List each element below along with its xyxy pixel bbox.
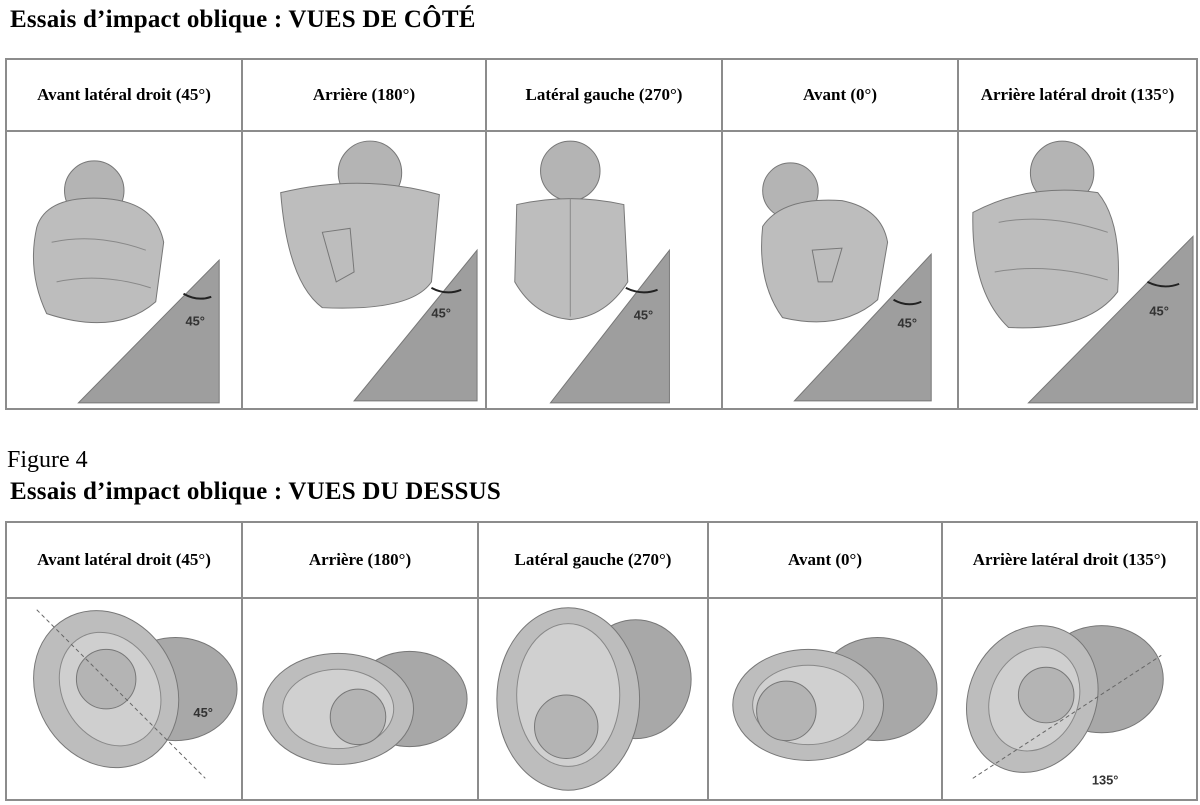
angle-label: 45° [431, 305, 451, 321]
column-label: Avant latéral droit (45°) [37, 85, 211, 104]
side-header-cell [958, 59, 1197, 131]
helmet-side-left-illustration [487, 132, 721, 408]
top-image-cell [6, 598, 242, 800]
side-views-title: Essais d’impact oblique : VUES DE CÔTÉ [10, 6, 476, 33]
figure-caption: Figure 4 [7, 447, 88, 473]
top-header-cell [6, 522, 242, 598]
side-header-cell [6, 59, 242, 131]
side-image-cell [242, 131, 486, 409]
helmet-top-rear-right-illustration [943, 599, 1196, 799]
helmet-top-rear-illustration [243, 599, 477, 799]
helmet-top-front-right-illustration [7, 599, 241, 799]
helmet-top-left-illustration [479, 599, 707, 799]
helmet-side-front-illustration [723, 132, 957, 408]
column-label: Avant latéral droit (45°) [37, 550, 211, 569]
side-views-image-row [6, 131, 1197, 409]
column-label: Arrière latéral droit (135°) [972, 550, 1167, 569]
top-header-cell [478, 522, 708, 598]
column-label: Arrière (180°) [312, 85, 416, 104]
top-header-cell [942, 522, 1197, 598]
column-label: Arrière latéral droit (135°) [980, 85, 1175, 104]
side-image-cell [486, 131, 722, 409]
side-header-cell [242, 59, 486, 131]
angle-label: 45° [897, 315, 917, 331]
column-label: Avant (0°) [787, 550, 862, 569]
angle-label: 45° [193, 704, 213, 720]
helmet-side-rear-right-illustration [959, 132, 1196, 408]
side-views-header-row [6, 59, 1197, 131]
column-label: Arrière (180°) [308, 550, 412, 569]
top-views-image-row [6, 598, 1197, 800]
top-views-table [5, 521, 1198, 801]
side-header-cell [486, 59, 722, 131]
top-views-header-row [6, 522, 1197, 598]
angle-label: 135° [1091, 772, 1119, 788]
side-views-table [5, 58, 1198, 410]
column-label: Avant (0°) [802, 85, 877, 104]
column-label: Latéral gauche (270°) [525, 85, 683, 104]
side-header-cell [722, 59, 958, 131]
side-image-cell [6, 131, 242, 409]
side-image-cell [722, 131, 958, 409]
helmet-top-front-illustration [709, 599, 941, 799]
top-image-cell [242, 598, 478, 800]
top-views-title: Essais d’impact oblique : VUES DU DESSUS [10, 478, 501, 505]
top-header-cell [242, 522, 478, 598]
top-image-cell [478, 598, 708, 800]
helmet-side-front-right-illustration [7, 132, 241, 408]
column-label: Latéral gauche (270°) [514, 550, 672, 569]
angle-label: 45° [1149, 303, 1169, 319]
angle-label: 45° [185, 313, 205, 329]
top-image-cell [942, 598, 1197, 800]
side-image-cell [958, 131, 1197, 409]
helmet-side-rear-illustration [243, 132, 485, 408]
top-image-cell [708, 598, 942, 800]
angle-label: 45° [633, 307, 654, 323]
top-header-cell [708, 522, 942, 598]
